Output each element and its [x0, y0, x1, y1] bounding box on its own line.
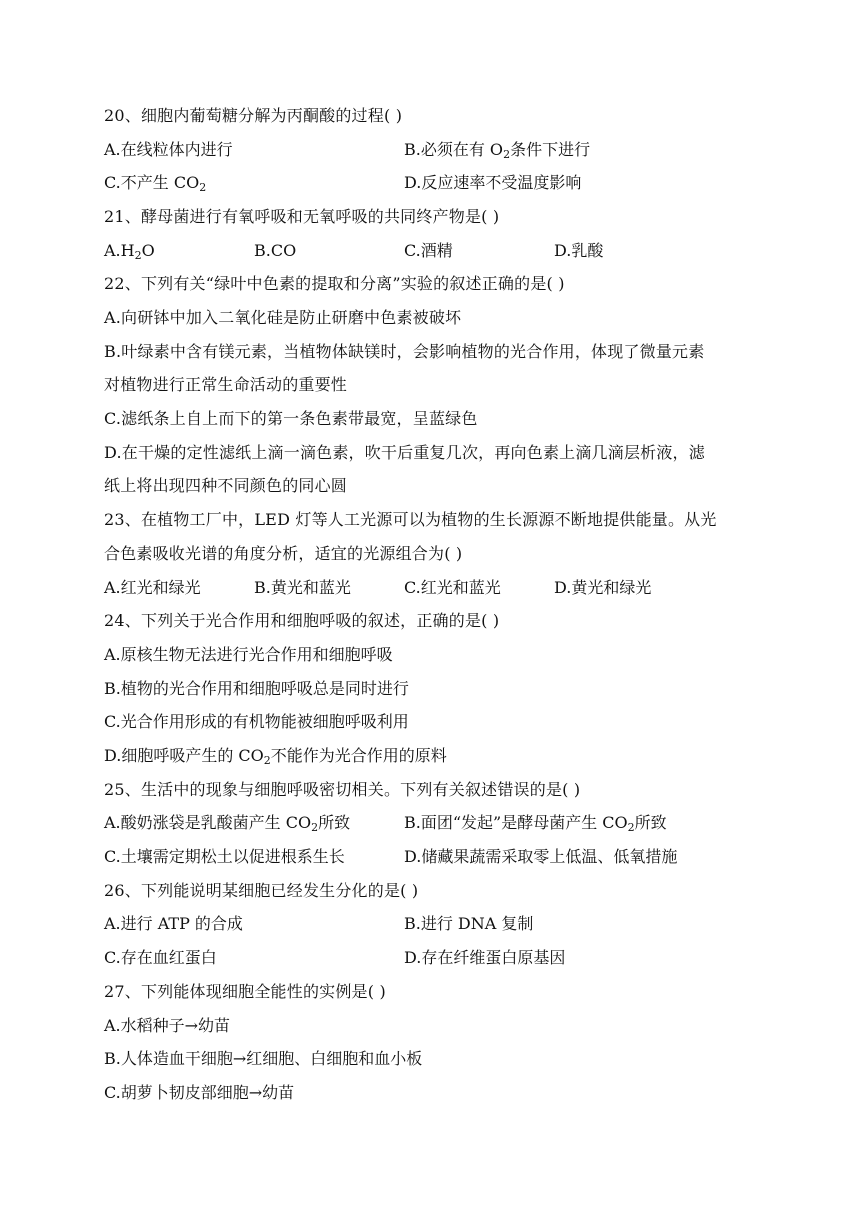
question-25-option-c: C.土壤需定期松土以促进根系生长 — [104, 847, 345, 866]
question-24-option-c: C.光合作用形成的有机物能被细胞呼吸利用 — [104, 712, 409, 731]
question-24-stem: 24、下列关于光合作用和细胞呼吸的叙述，正确的是( ) — [104, 611, 500, 630]
question-20-option-c: C.不产生 $CO_2$ — [104, 173, 207, 194]
question-20-stem: 20、细胞内葡萄糖分解为丙酮酸的过程( ) — [104, 106, 403, 125]
question-26-option-c: C.存在血红蛋白 — [104, 948, 217, 967]
question-23-option-b: B.黄光和蓝光 — [254, 578, 351, 597]
question-27-option-b: B.人体造血干细胞→红细胞、白细胞和血小板 — [104, 1049, 423, 1068]
question-25-option-b: B.面团“发起”是酵母菌产生 $CO_2$所致 — [404, 813, 667, 834]
question-20-option-a: A.在线粒体内进行 — [104, 140, 233, 159]
question-20-option-d: D.反应速率不受温度影响 — [404, 173, 582, 192]
question-25-option-d: D.储藏果蔬需采取零上低温、低氧措施 — [404, 847, 678, 866]
question-24-option-a: A.原核生物无法进行光合作用和细胞呼吸 — [104, 645, 393, 664]
question-27-stem: 27、下列能体现细胞全能性的实例是( ) — [104, 982, 386, 1001]
question-27-option-c: C.胡萝卜韧皮部细胞→幼苗 — [104, 1083, 295, 1102]
question-22-option-d-line-2: 纸上将出现四种不同颜色的同心圆 — [104, 476, 348, 495]
question-23-option-c: C.红光和蓝光 — [404, 578, 501, 597]
question-24-option-b: B.植物的光合作用和细胞呼吸总是同时进行 — [104, 679, 409, 698]
question-23-stem-line-1: 23、在植物工厂中，LED 灯等人工光源可以为植物的生长源源不断地提供能量。从光 — [104, 510, 717, 529]
question-23-stem-line-2: 合色素吸收光谱的角度分析，适宜的光源组合为( ) — [104, 544, 463, 563]
question-22-stem: 22、下列有关“绿叶中色素的提取和分离”实验的叙述正确的是( ) — [104, 274, 565, 293]
question-22-option-c: C.滤纸条上自上而下的第一条色素带最宽，呈蓝绿色 — [104, 409, 478, 428]
question-26-stem: 26、下列能说明某细胞已经发生分化的是( ) — [104, 881, 419, 900]
question-27-option-a: A.水稻种子→幼苗 — [104, 1016, 231, 1035]
question-22-option-a: A.向研钵中加入二氧化硅是防止研磨中色素被破坏 — [104, 308, 462, 327]
question-21-option-d: D.乳酸 — [554, 241, 604, 260]
question-25-stem: 25、生活中的现象与细胞呼吸密切相关。下列有关叙述错误的是( ) — [104, 780, 581, 799]
question-22-option-b-line-1: B.叶绿素中含有镁元素，当植物体缺镁时，会影响植物的光合作用，体现了微量元素 — [104, 342, 705, 361]
question-21-stem: 21、酵母菌进行有氧呼吸和无氧呼吸的共同终产物是( ) — [104, 207, 500, 226]
question-21-option-b: B.CO — [254, 241, 297, 260]
question-25-option-a: A.酸奶涨袋是乳酸菌产生 $CO_2$所致 — [104, 813, 351, 834]
question-23-option-a: A.红光和绿光 — [104, 578, 201, 597]
question-26-option-a: A.进行 ATP 的合成 — [104, 914, 243, 933]
question-26-option-d: D.存在纤维蛋白原基因 — [404, 948, 566, 967]
question-22-option-d-line-1: D.在干燥的定性滤纸上滴一滴色素，吹干后重复几次，再向色素上滴几滴层析液，滤 — [104, 443, 705, 462]
question-22-option-b-line-2: 对植物进行正常生命活动的重要性 — [104, 375, 348, 394]
question-21-option-a: $A.H_2O$ — [104, 241, 155, 262]
question-23-option-d: D.黄光和绿光 — [554, 578, 652, 597]
question-20-option-b: B.必须在有 $O_2$条件下进行 — [404, 140, 591, 161]
question-26-option-b: B.进行 DNA 复制 — [404, 914, 534, 933]
question-21-option-c: C.酒精 — [404, 241, 453, 260]
question-24-option-d: D.细胞呼吸产生的 $CO_2$不能作为光合作用的原料 — [104, 746, 447, 767]
